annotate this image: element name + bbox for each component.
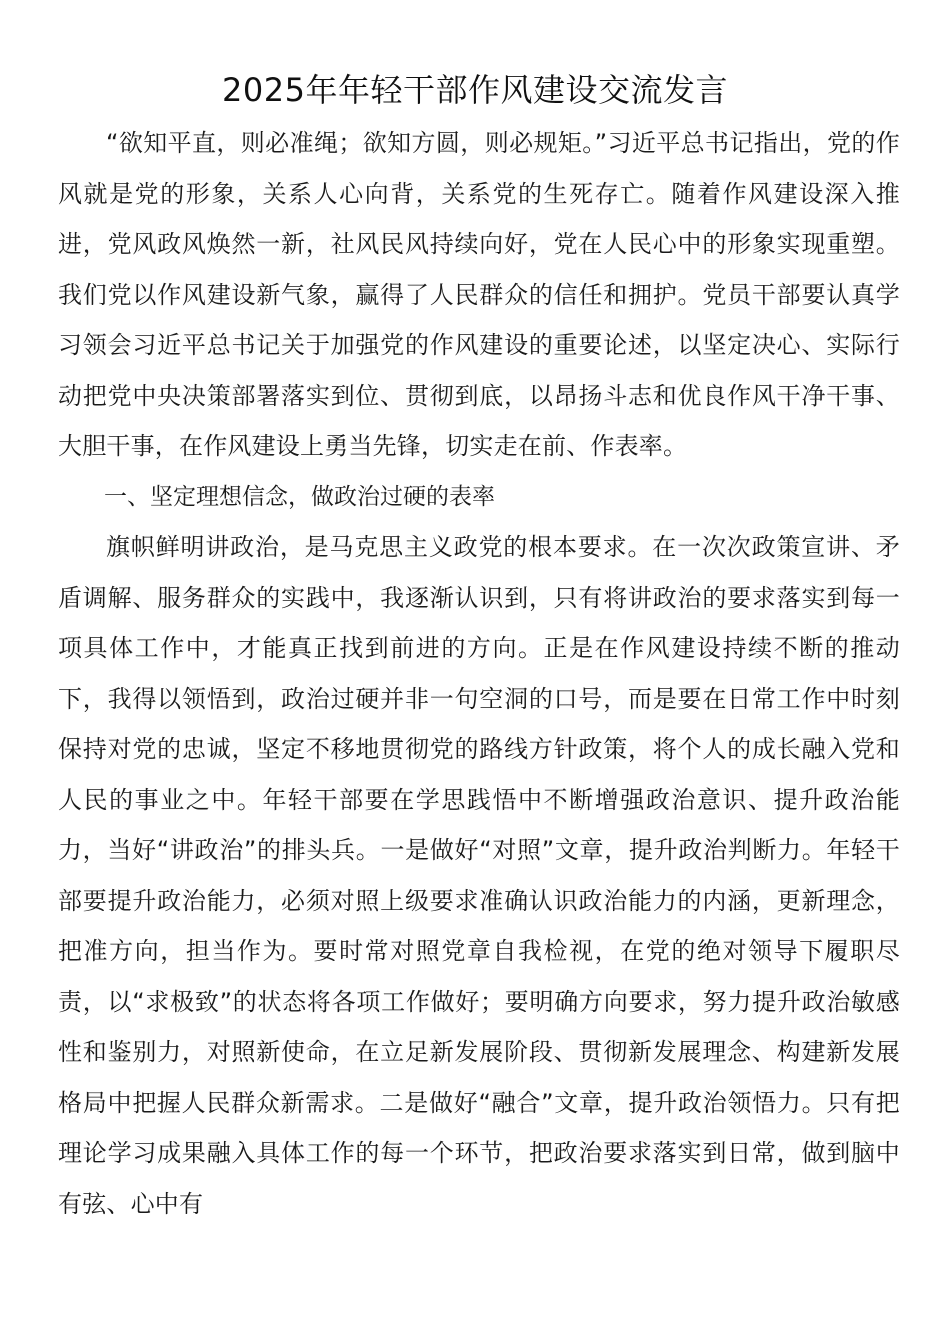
document-body: [58, 118, 900, 1229]
section-heading: 一、坚定理想信念，做政治过硬的表率: [104, 483, 495, 510]
document-title: 2025年年轻干部作风建设交流发言: [222, 71, 728, 109]
intro-paragraph: “欲知平直，则必准绳；欲知方圆，则必规矩。”习近平总书记指出，党的作风就是党的形象，关系人心向背，关系党的生死存亡。随着作风建设深入推进，党风政风焕然一新，社风民风持续向好，党在人民心中的形象实现重塑。我们党以作风建设新气象，赢得了人民群众的信任和拥护。党员干部要认真学习领会习近平总书记关于加强党的作风建设的重要论述，以坚定决心、实际行动把党中央决策部署落实到位、贯彻到底，以昂扬斗志和优良作风干净干事、大胆干事，在作风建设上勇当先锋，切实走在前、作表率。: [58, 129, 900, 460]
section-paragraph: 旗帜鲜明讲政治，是马克思主义政党的根本要求。在一次次政策宣讲、矛盾调解、服务群众的实践中，我逐渐认识到，只有将讲政治的要求落实到每一项具体工作中，才能真正找到前进的方向。正是在作风建设持续不断的推动下，我得以领悟到，政治过硬并非一句空洞的口号，而是要在日常工作中时刻保持对党的忠诚，坚定不移地贯彻党的路线方针政策，将个人的成长融入党和人民的事业之中。年轻干部要在学思践悟中不断增强政治意识、提升政治能力，当好“讲政治”的排头兵。一是做好“对照”文章，提升政治判断力。年轻干部要提升政治能力，必须对照上级要求准确认识政治能力的内涵，更新理念，把准方向，担当作为。要时常对照党章自我检视，在党的绝对领导下履职尽责，以“求极致”的状态将各项工作做好；要明确方向要求，努力提升政治敏感性和鉴别力，对照新使命，在立足新发展阶段、贯彻新发展理念、构建新发展格局中把握人民群众新需求。二是做好“融合”文章，提升政治领悟力。只有把理论学习成果融入具体工作的每一个环节，把政治要求落实到日常，做到脑中有弦、心中有: [58, 533, 900, 1218]
